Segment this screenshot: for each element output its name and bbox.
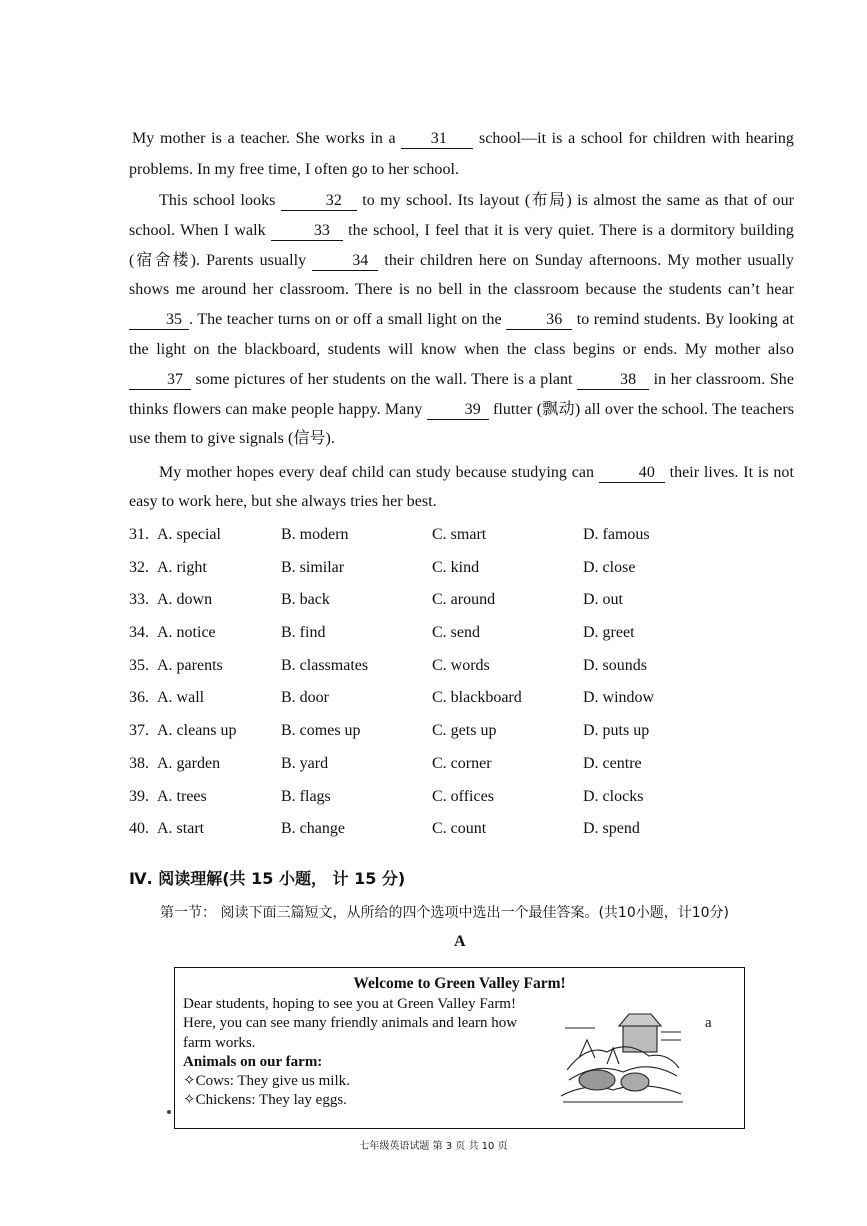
option-d: D. spend xyxy=(583,820,640,838)
text-segment: the school, I feel that it is very quiet. There is a dormitory building (宿舍楼). Parents usually xyxy=(129,221,794,269)
cloze-paragraph-2 xyxy=(129,186,794,454)
option-b: B. comes up xyxy=(281,722,361,740)
option-b: B. modern xyxy=(281,526,349,543)
blank-32: 32 xyxy=(281,192,357,211)
question-number: 31. xyxy=(129,526,149,543)
option-a: A. trees xyxy=(157,787,207,805)
cloze-paragraph-1 xyxy=(129,124,794,185)
text-segment: to remind students. By looking at the light on the blackboard, students will know when the class begins or ends. My mother also xyxy=(129,311,794,358)
section-heading: Ⅳ. 阅读理解(共 15 小题， 计 15 分) xyxy=(129,869,406,888)
text-segment: to my school. Its layout (布局) is almost the same as that of our school. When I walk xyxy=(129,192,795,239)
option-c: C. count xyxy=(432,820,487,838)
option-b: B. similar xyxy=(281,558,345,576)
option-d: D. out xyxy=(583,591,623,609)
question-number: 36. xyxy=(129,689,149,707)
option-d: D. close xyxy=(583,558,636,576)
notice-line: ✧Cows: They give us milk. xyxy=(183,1073,350,1090)
option-row xyxy=(129,749,809,782)
option-b: B. flags xyxy=(281,787,331,805)
section-subheading: 第一节： 阅读下面三篇短文，从所给的四个选项中选出一个最佳答案。(共10小题，计10分) xyxy=(160,905,730,921)
blank-36: 36 xyxy=(506,311,572,330)
option-c: C. send xyxy=(432,624,480,642)
question-number: 33. xyxy=(129,591,149,609)
text-segment: school—it is a school for children with hearing problems. In my free time, I often go to her school. xyxy=(129,130,794,178)
text-segment: My mother hopes every deaf child can study because studying can xyxy=(159,464,599,481)
blank-33: 33 xyxy=(271,222,343,241)
option-row xyxy=(129,716,809,749)
notice-line: ✧Chickens: They lay eggs. xyxy=(183,1092,347,1109)
answer-options xyxy=(129,520,809,847)
notice-line: Dear students, hoping to see you at Green Valley Farm! xyxy=(183,996,516,1012)
scan-speck xyxy=(167,1110,171,1114)
question-number: 32. xyxy=(129,558,149,576)
question-number: 37. xyxy=(129,722,149,740)
cloze-paragraph-3 xyxy=(129,458,794,516)
blank-34: 34 xyxy=(312,252,378,271)
option-c: C. around xyxy=(432,591,496,609)
option-c: C. gets up xyxy=(432,722,497,740)
option-c: C. kind xyxy=(432,558,480,576)
question-number: 39. xyxy=(129,787,149,805)
blank-35: 35 xyxy=(129,311,189,330)
blank-38: 38 xyxy=(577,371,649,390)
blank-37: 37 xyxy=(129,371,191,390)
blank-40: 40 xyxy=(599,464,665,483)
option-row xyxy=(129,651,809,684)
farm-notice-box xyxy=(174,967,745,1129)
notice-title: Welcome to Green Valley Farm! xyxy=(353,975,566,992)
option-c: C. words xyxy=(432,656,490,674)
text-segment: in her classroom. She thinks flowers can make people happy. Many xyxy=(129,370,794,418)
option-row xyxy=(129,683,809,716)
question-number: 38. xyxy=(129,754,149,772)
option-d: D. puts up xyxy=(583,722,650,740)
option-d: D. famous xyxy=(583,526,650,543)
option-c: C. offices xyxy=(432,787,494,805)
option-b: B. back xyxy=(281,591,330,609)
option-d: D. clocks xyxy=(583,787,644,805)
option-d: D. centre xyxy=(583,754,642,772)
option-b: B. classmates xyxy=(281,656,369,674)
option-row xyxy=(129,814,809,847)
notice-line: Here, you can see many friendly animals and learn how xyxy=(183,1015,518,1032)
option-c: C. smart xyxy=(432,526,487,543)
option-d: D. sounds xyxy=(583,656,648,674)
question-number: 34. xyxy=(129,624,149,642)
text-segment: This school looks xyxy=(159,192,281,209)
text-segment: some pictures of her students on the wall. There is a plant xyxy=(191,370,578,388)
text-segment: their children here on Sunday afternoons. My mother usually shows me around her classroom. There is no bell in the classroom because the students can’t hear xyxy=(129,251,794,299)
option-b: B. door xyxy=(281,689,329,707)
option-row xyxy=(129,618,809,651)
passage-label: A xyxy=(454,933,466,950)
text-segment: their lives. It is not easy to work here, but she always tries her best. xyxy=(129,464,794,510)
option-row xyxy=(129,585,809,618)
notice-line-end: a xyxy=(705,1015,712,1031)
text-segment: My mother is a teacher. She works in a xyxy=(132,130,402,147)
option-a: A. start xyxy=(157,820,205,838)
option-b: B. change xyxy=(281,820,345,838)
option-row xyxy=(129,782,809,815)
option-a: A. garden xyxy=(157,754,221,772)
text-segment: . The teacher turns on or off a small light on the xyxy=(189,311,507,329)
option-c: C. corner xyxy=(432,754,492,772)
notice-line: farm works. xyxy=(183,1034,256,1051)
option-c: C. blackboard xyxy=(432,689,522,707)
option-a: A. cleans up xyxy=(157,722,237,740)
notice-body xyxy=(183,995,517,1111)
question-number: 35. xyxy=(129,656,149,674)
option-a: A. down xyxy=(157,591,213,609)
option-row xyxy=(129,553,809,586)
option-d: D. greet xyxy=(583,624,635,642)
option-a: A. wall xyxy=(157,689,205,707)
option-b: B. yard xyxy=(281,754,329,772)
option-row xyxy=(129,520,809,553)
question-number: 40. xyxy=(129,820,149,838)
text-segment: flutter (飘动) all over the school. The teachers use them to give signals (信号). xyxy=(129,400,794,448)
option-a: A. notice xyxy=(157,624,216,642)
option-b: B. find xyxy=(281,624,326,642)
page-footer: 七年级英语试题 第 3 页 共 10 页 xyxy=(359,1141,508,1152)
option-a: A. right xyxy=(157,558,207,576)
option-a: A. special xyxy=(157,526,221,543)
notice-subheading: Animals on our farm: xyxy=(183,1053,323,1070)
farm-illustration-icon xyxy=(557,1010,685,1106)
blank-39: 39 xyxy=(427,401,489,420)
blank-31: 31 xyxy=(401,130,473,149)
option-a: A. parents xyxy=(157,656,223,674)
option-d: D. window xyxy=(583,689,655,707)
